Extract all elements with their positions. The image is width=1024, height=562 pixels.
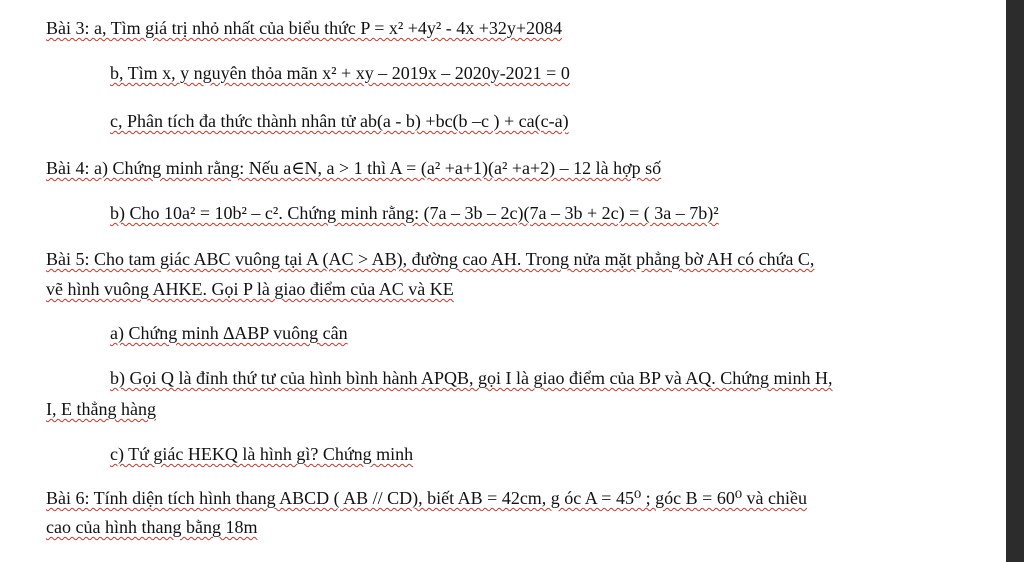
bai3-part-c: c, Phân tích đa thức thành nhân tử ab(a - b) +bc(b –c ) + ca(c-a) [110,111,569,131]
bai4-part-a: Bài 4: a) Chứng minh rằng: Nếu a∈N, a > 1 thì A = (a² +a+1)(a² +a+2) – 12 là hợp số [46,158,662,178]
bai6-line-1: Bài 6: Tính diện tích hình thang ABCD ( AB // CD), biết AB = 42cm, g óc A = 45⁰ ; góc B = 60⁰ và chiều [46,488,808,508]
bai5-line-1: Bài 5: Cho tam giác ABC vuông tại A (AC > AB), đường cao AH. Trong nửa mặt phẳng bờ AH có chứa C, [46,249,815,269]
bai6-line-2: cao của hình thang bằng 18m [46,517,258,537]
bai3-part-b: b, Tìm x, y nguyên thỏa mãn x² + xy – 2019x – 2020y-2021 = 0 [110,63,570,83]
bai3-part-a: Bài 3: a, Tìm giá trị nhỏ nhất của biểu thức P = x² +4y² - 4x +32y+2084 [46,18,563,38]
bai5-part-b-line-2: I, E thẳng hàng [46,399,156,419]
bai5-line-2: vẽ hình vuông AHKE. Gọi P là giao điểm của AC và KE [46,279,454,299]
bai5-part-a: a) Chứng minh ∆ABP vuông cân [110,323,348,343]
bai4-part-b: b) Cho 10a² = 10b² – c². Chứng minh rằng: (7a – 3b – 2c)(7a – 3b + 2c) = ( 3a – 7b)² [110,203,719,223]
bai5-part-c: c) Tứ giác HEKQ là hình gì? Chứng minh [110,444,414,464]
window-right-border [1006,0,1024,562]
bai5-part-b-line-1: b) Gọi Q là đỉnh thứ tư của hình bình hành APQB, gọi I là giao điểm của BP và AQ. Chứng minh H, [110,368,833,388]
